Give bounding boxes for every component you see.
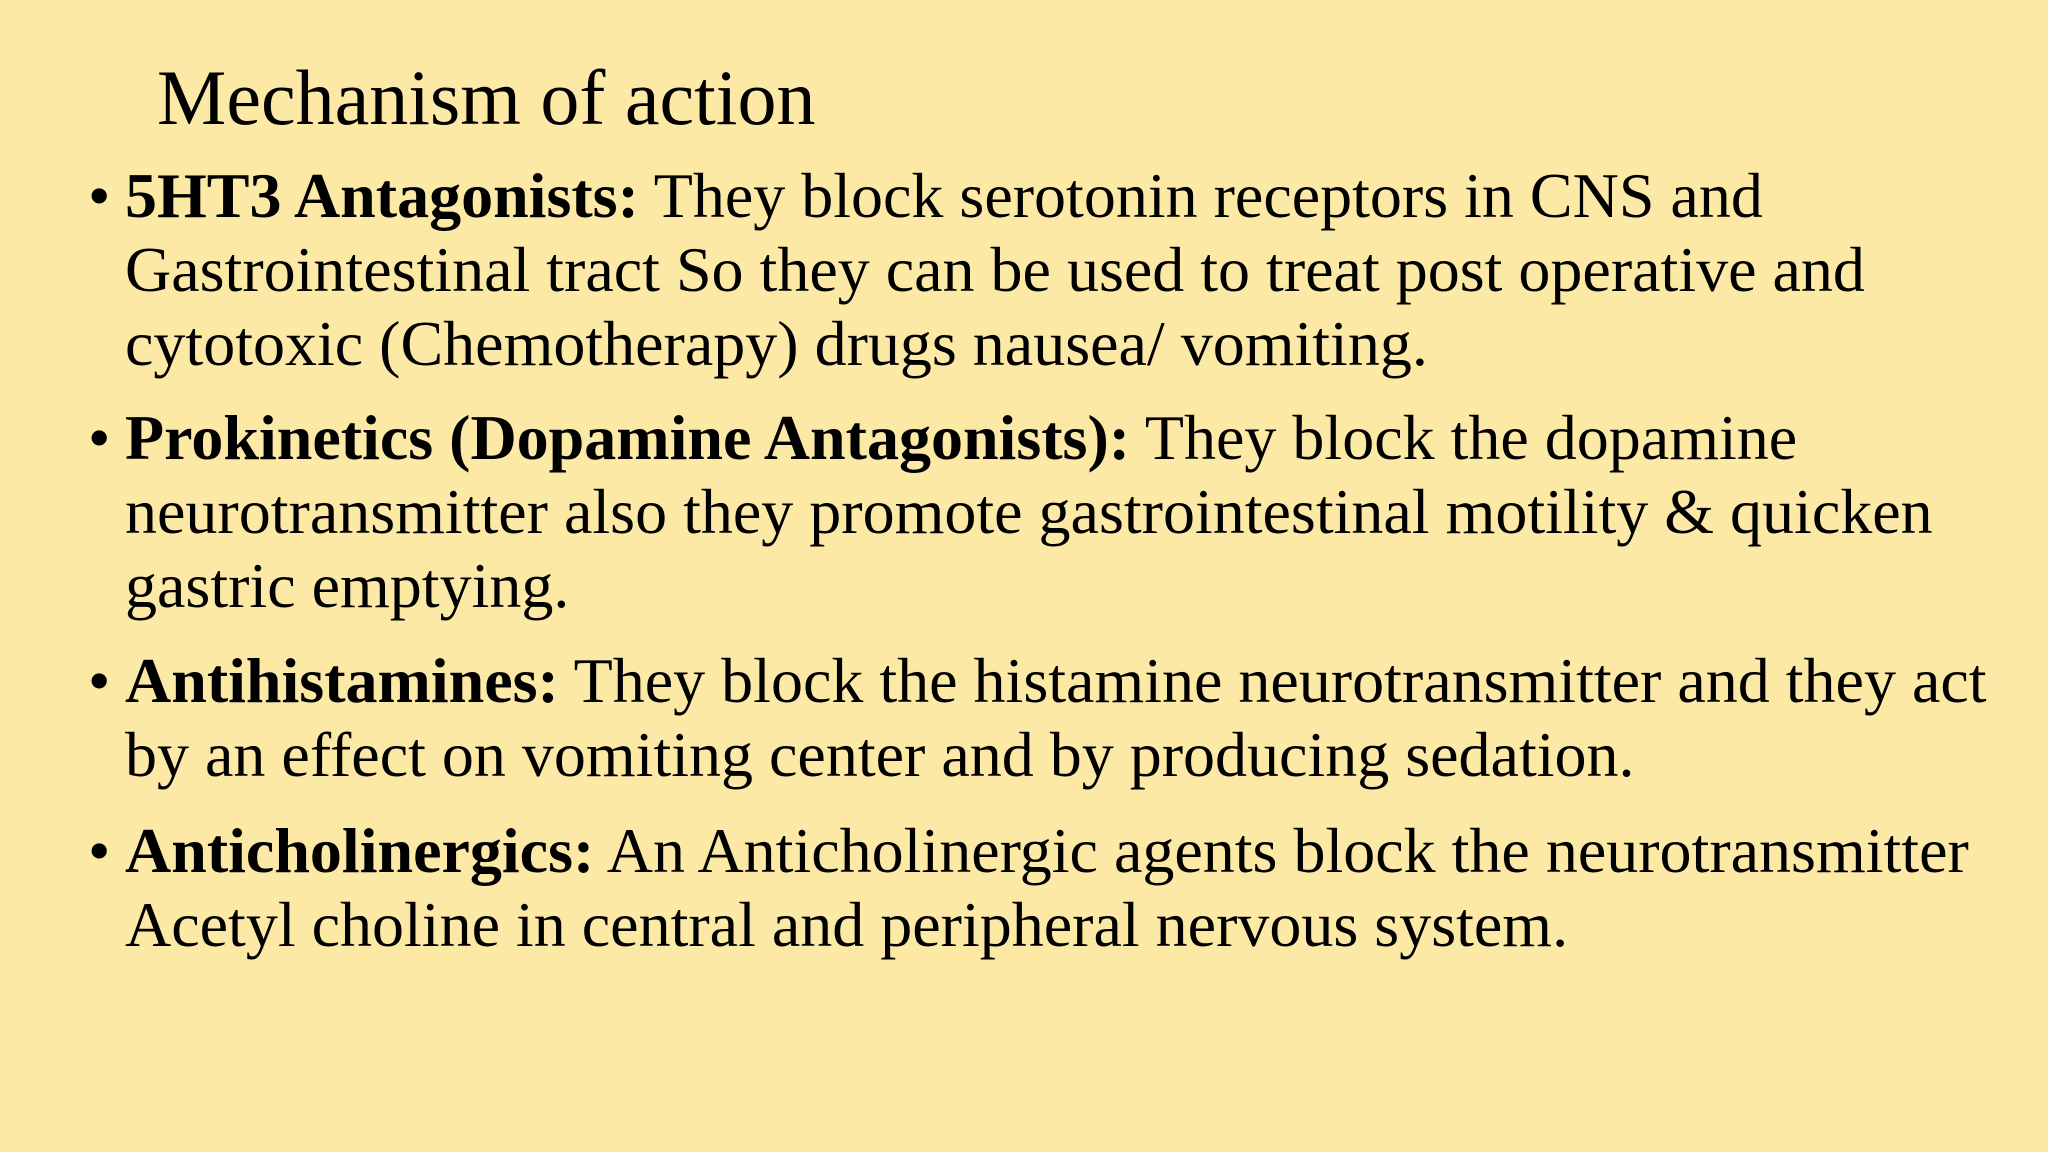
bullet-antihistamines [88,644,2018,792]
bullet-anticholinergics [88,814,2018,962]
bullet-list [88,159,2018,982]
bullet-text: They block the histamine neurotransmitter and they act by an effect on vomiting center and by producing sedation. [125,645,1987,790]
slide-title: Mechanism of action [157,54,816,141]
bullet-dot-icon: • [88,815,111,886]
bullet-prokinetics [88,401,2018,623]
bullet-term: Antihistamines: [125,645,559,716]
bullet-5ht3-antagonists [88,159,2018,381]
bullet-term: Anticholinergics: [125,815,595,886]
bullet-dot-icon: • [88,402,111,473]
bullet-dot-icon: • [88,160,111,231]
bullet-term: 5HT3 Antagonists: [125,160,639,231]
bullet-dot-icon: • [88,645,111,716]
bullet-text: They block the dopamine neurotransmitter also they promote gastrointestinal motility & quicken gastric emptying. [125,402,1933,621]
bullet-text: They block serotonin receptors in CNS and Gastrointestinal tract So they can be used to treat post operative and cytotoxic (Chemotherapy) drugs nausea/ vomiting. [125,160,1865,379]
bullet-term: Prokinetics (Dopamine Antagonists): [125,402,1131,473]
bullet-text: An Anticholinergic agents block the neurotransmitter Acetyl choline in central and peripheral nervous system. [125,815,1969,960]
